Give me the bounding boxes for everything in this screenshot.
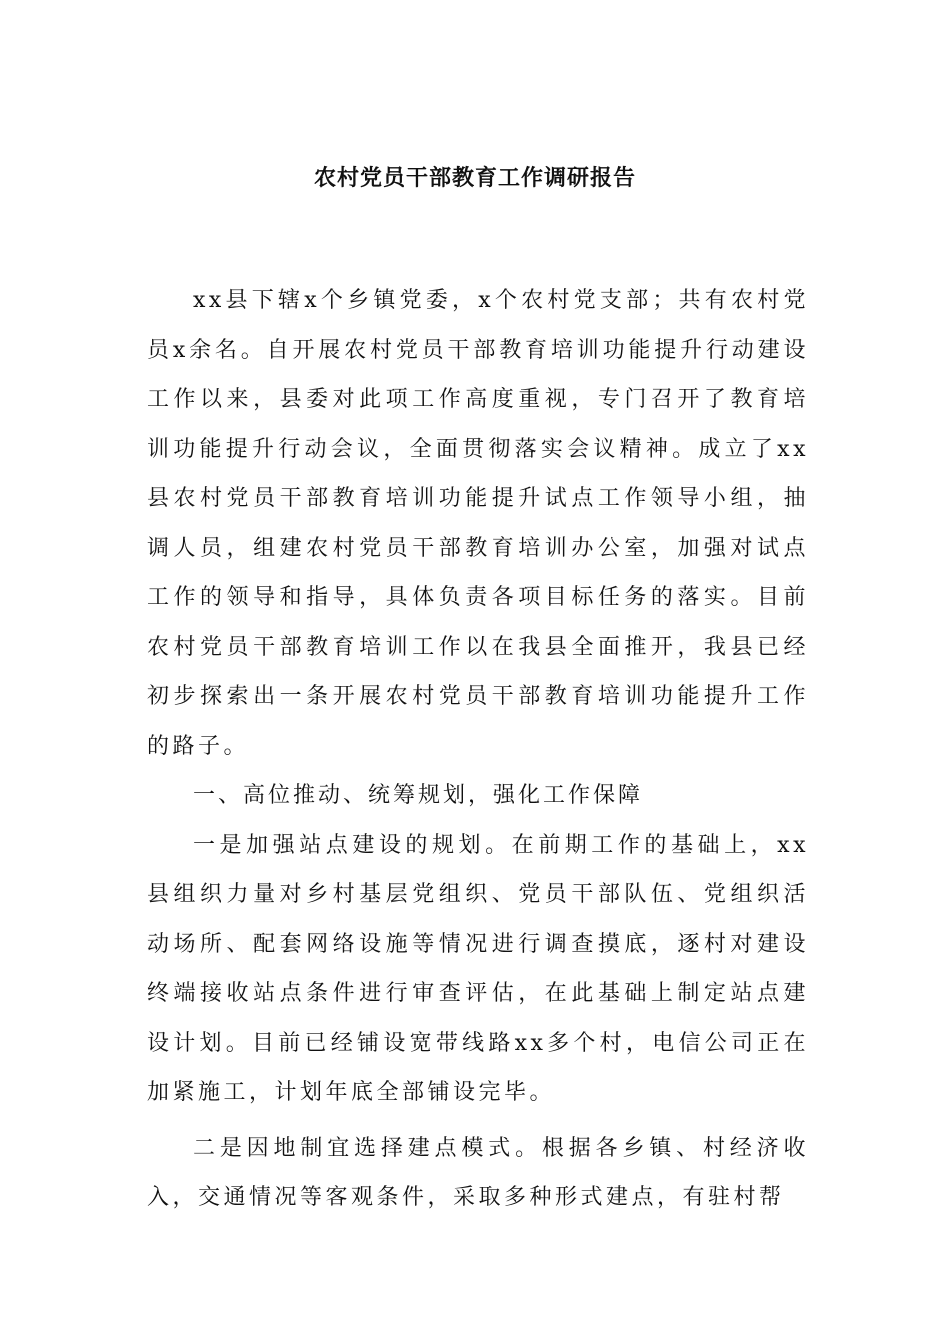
paragraph-site-planning: 一是加强站点建设的规划。在前期工作的基础上，xx县组织力量对乡村基层党组织、党员干部队伍、党组织活动场所、配套网络设施等情况进行调查摸底，逐村对建设终端接收站点条件进行审查评估，在此基础上制定站点建设计划。目前已经铺设宽带线路xx多个村，电信公司正在加紧施工，计划年底全部铺设完毕。 [147, 832, 809, 1105]
section-heading-1: 一、高位推动、统筹规划，强化工作保障 [193, 783, 644, 808]
document-title: 农村党员干部教育工作调研报告 [313, 165, 636, 191]
paragraph-site-mode: 二是因地制宜选择建点模式。根据各乡镇、村经济收入，交通情况等客观条件，采取多种形式建点，有驻村帮 [147, 1135, 809, 1210]
paragraph-intro: xx县下辖x个乡镇党委，x个农村党支部；共有农村党员x余名。自开展农村党员干部教育培训功能提升行动建设工作以来，县委对此项工作高度重视，专门召开了教育培训功能提升行动会议，全面贯彻落实会议精神。成立了xx县农村党员干部教育培训功能提升试点工作领导小组，抽调人员，组建农村党员干部教育培训办公室，加强对试点工作的领导和指导，具体负责各项目标任务的落实。目前农村党员干部教育培训工作以在我县全面推开，我县已经初步探索出一条开展农村党员干部教育培训功能提升工作的路子。 [147, 288, 809, 759]
document-body [147, 276, 809, 1223]
